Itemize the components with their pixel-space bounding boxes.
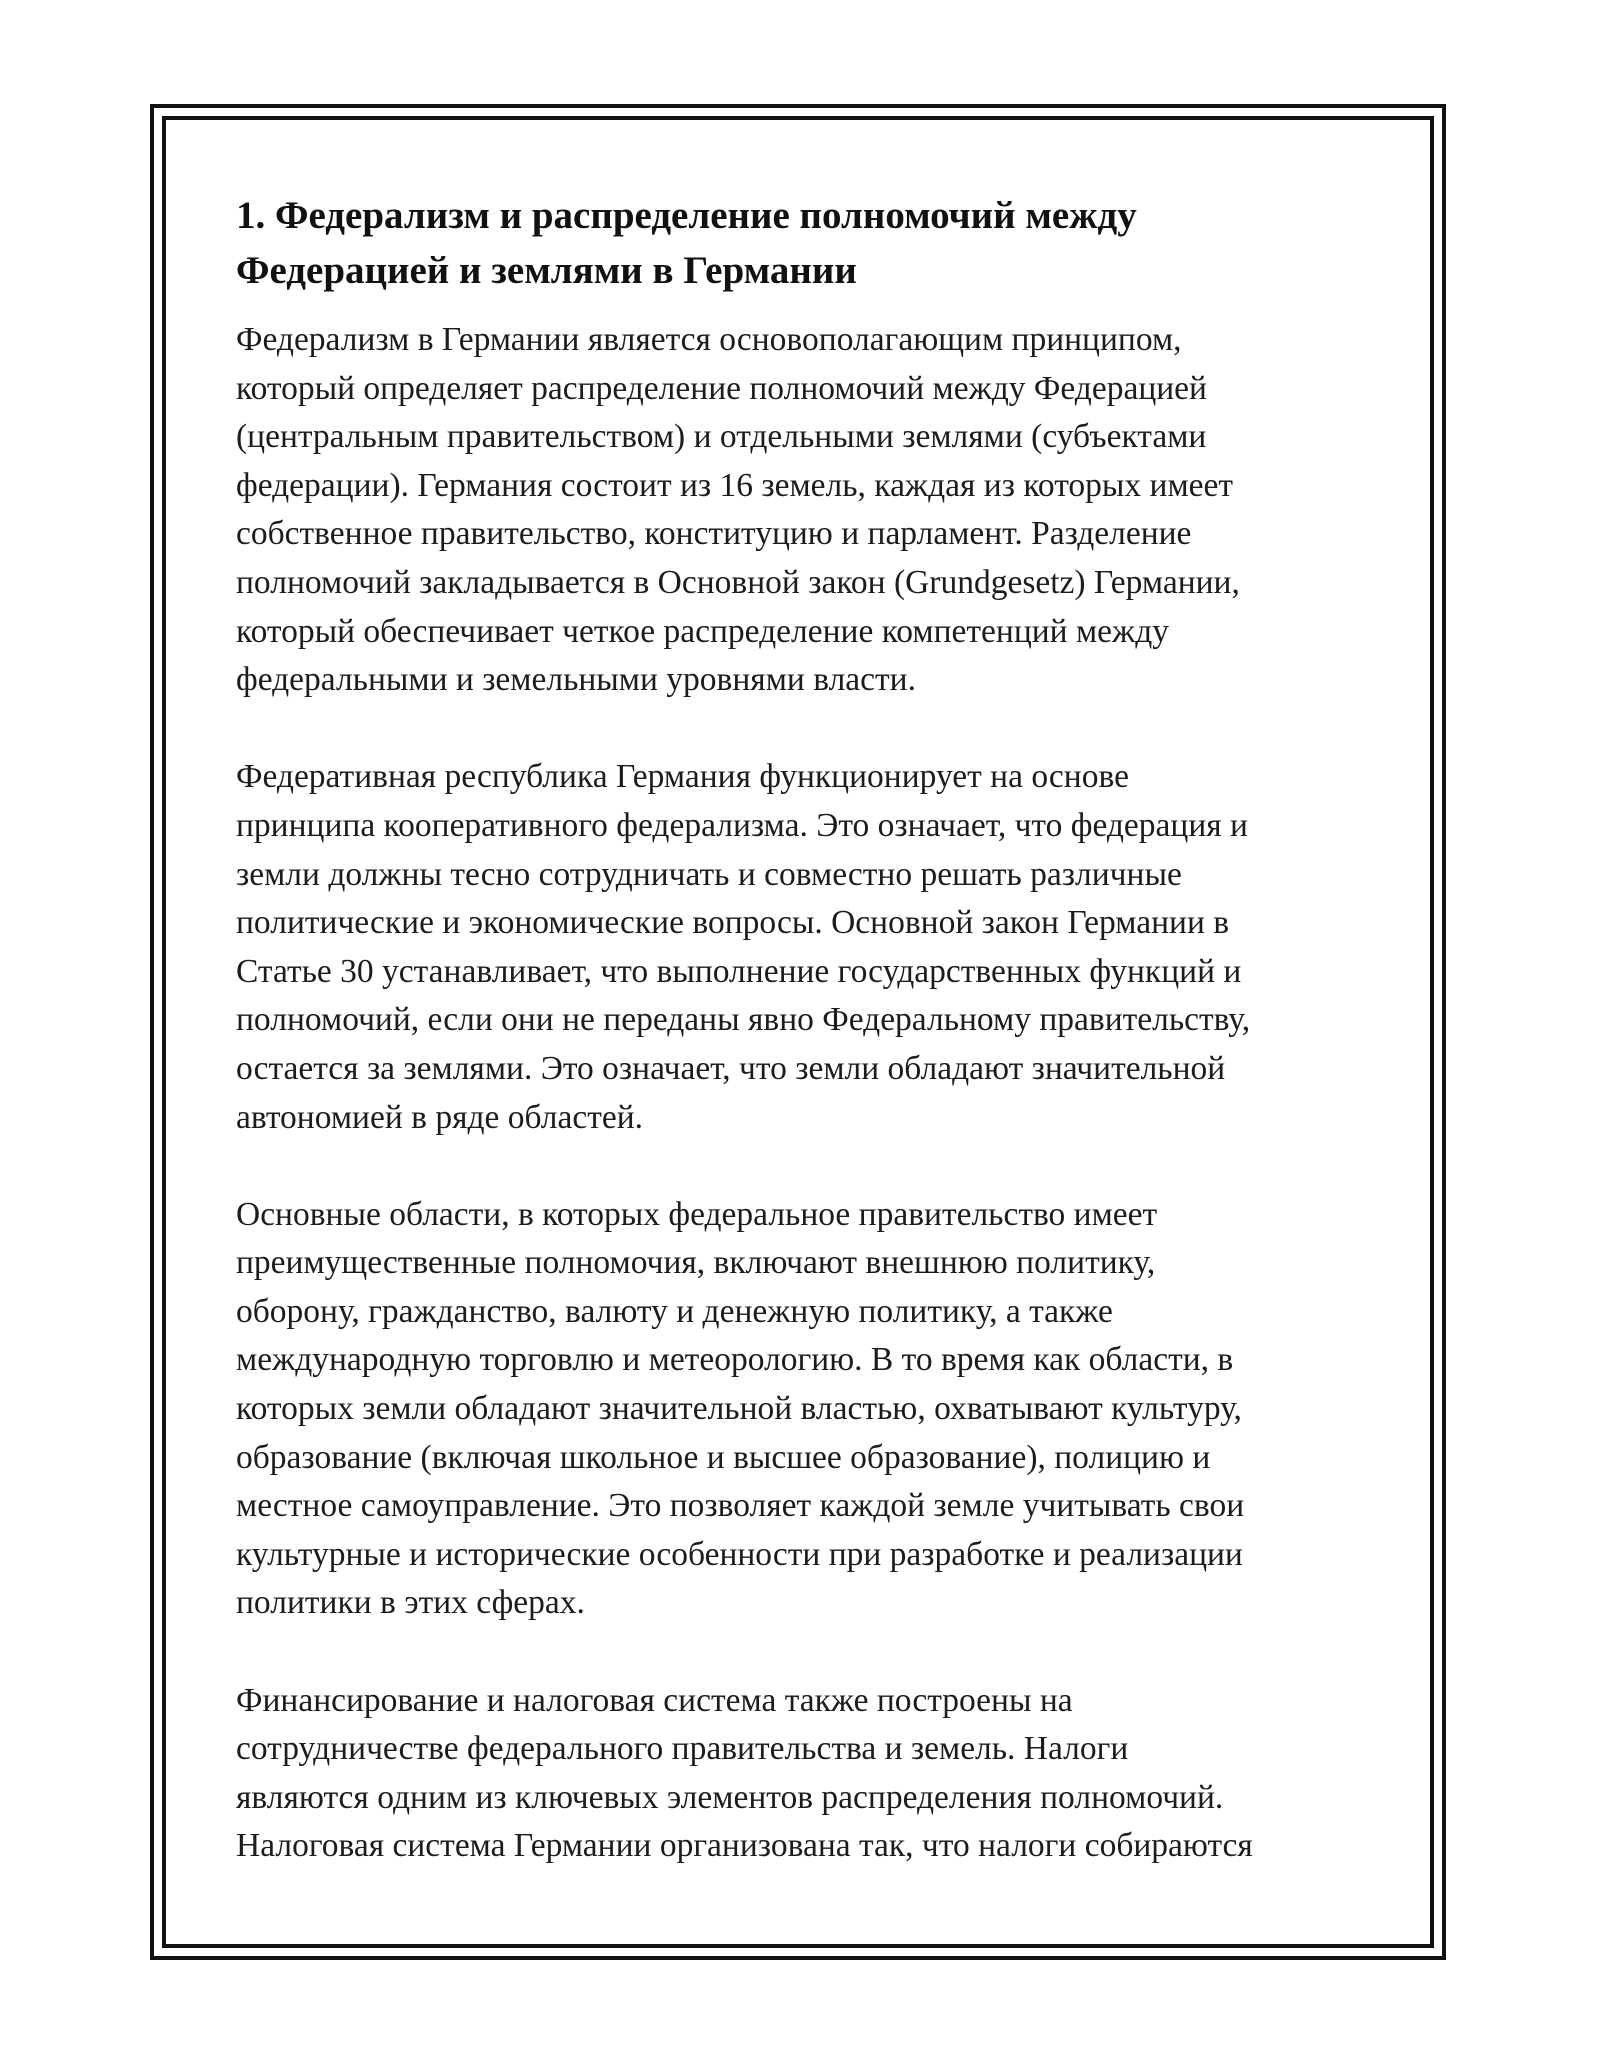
text-line: культурные и исторические особенности при разработке и реализации (236, 1535, 1243, 1573)
text-line: Налоговая система Германии организована так, что налоги собираются (236, 1827, 1253, 1865)
text-line: земли должны тесно сотрудничать и совместно решать различные (236, 855, 1182, 893)
text-line: местное самоуправление. Это позволяет каждой земле учитывать свои (236, 1487, 1245, 1525)
text-line: федерации). Германия состоит из 16 земель, каждая из которых имеет (236, 466, 1234, 504)
text-line: Федерализм в Германии является основополагающим принципом, (236, 321, 1182, 358)
text-line: политики в этих сферах. (236, 1584, 585, 1622)
text-line: являются одним из ключевых элементов распределения полномочий. (236, 1778, 1224, 1816)
paragraphs (236, 316, 1366, 1871)
text-line: Основные области, в которых федеральное правительство имеет (236, 1195, 1158, 1233)
text-line: автономией в ряде областей. (236, 1098, 644, 1136)
text-line: политические и экономические вопросы. Основной закон Германии в (236, 904, 1230, 942)
text-line: которых земли обладают значительной властью, охватывают культуру, (236, 1390, 1242, 1428)
text-line: который обеспечивает четкое распределение компетенций между (236, 612, 1169, 650)
text-line: остается за землями. Это означает, что земли обладают значительной (236, 1049, 1226, 1087)
paragraph (236, 1191, 1366, 1628)
document-body (236, 188, 1366, 1871)
paragraph (236, 316, 1366, 705)
text-line: (центральным правительством) и отдельными землями (субъектами (236, 418, 1207, 456)
text-line: международную торговлю и метеорологию. В то время как области, в (236, 1341, 1234, 1379)
text-line: сотрудничестве федерального правительства и земель. Налоги (236, 1730, 1129, 1768)
paragraph (236, 753, 1366, 1142)
paragraph (236, 1677, 1366, 1871)
text-line: Финансирование и налоговая система также построены на (236, 1681, 1073, 1719)
text-line: принципа кооперативного федерализма. Это означает, что федерация и (236, 806, 1248, 844)
text-line: федеральными и земельными уровнями власти. (236, 661, 916, 699)
text-line: который определяет распределение полномочий между Федерацией (236, 369, 1207, 407)
heading-line-1: 1. Федерализм и распределение полномочий между (236, 194, 1137, 237)
text-line: Федеративная республика Германия функционирует на основе (236, 758, 1129, 796)
section-heading (236, 188, 1366, 298)
text-line: собственное правительство, конституцию и парламент. Разделение (236, 515, 1192, 553)
heading-line-2: Федерацией и землями в Германии (236, 249, 857, 292)
text-line: преимущественные полномочия, включают внешнюю политику, (236, 1244, 1156, 1282)
text-line: оборону, гражданство, валюту и денежную политику, а также (236, 1292, 1113, 1330)
text-line: полномочий, если они не переданы явно Федеральному правительству, (236, 1001, 1251, 1039)
text-line: образование (включая школьное и высшее образование), полицию и (236, 1438, 1211, 1476)
text-line: Статье 30 устанавливает, что выполнение государственных функций и (236, 952, 1242, 990)
text-line: полномочий закладывается в Основной закон (Grundgesetz) Германии, (236, 563, 1240, 601)
